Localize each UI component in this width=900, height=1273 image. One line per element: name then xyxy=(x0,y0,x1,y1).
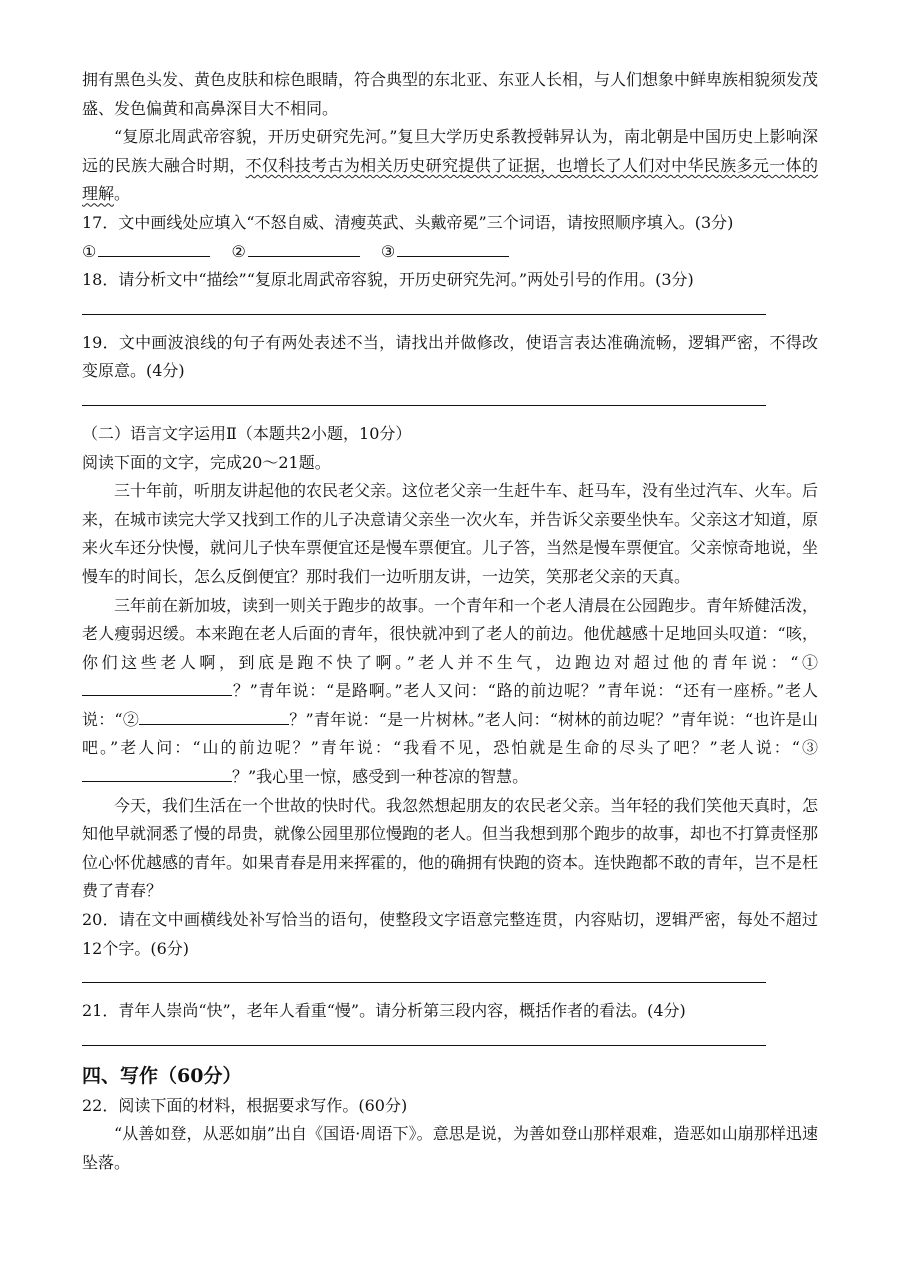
fill-blank-1[interactable] xyxy=(82,677,232,696)
passage2-paragraph-1: 三十年前，听朋友讲起他的农民老父亲。这位老父亲一生赶牛车、赶马车，没有坐过汽车、火车。后来，在城市读完大学又找到工作的儿子决意请父亲坐一次火车，并告诉父亲要坐快车。父亲这才知道，原来火车还分快慢，就问儿子快车票便宜还是慢车票便宜。儿子答，当然是慢车票便宜。父亲惊奇地说，坐慢车的时间长，怎么反倒便宜？那时我们一边听朋友讲，一边笑，笑那老父亲的天真。 xyxy=(82,481,819,586)
answer-blank-2[interactable] xyxy=(248,238,360,257)
answer-blank-1[interactable] xyxy=(98,238,210,257)
exam-page xyxy=(82,66,818,1178)
passage2-paragraph-3: 今天，我们生活在一个世故的快时代。我忽然想起朋友的农民老父亲。当年轻的我们笑他天真时，怎知他早就洞悉了慢的昂贵，就像公园里那位慢跑的老人。但当我想到那个跑步的故事，却也不打算责怪那位心怀优越感的青年。如果青春是用来挥霍的，他的确拥有快跑的资本。连快跑都不敢的青年，岂不是枉费了青春？ xyxy=(82,795,819,901)
answer-line-21[interactable] xyxy=(82,1044,766,1046)
passage-text: “复原北周武帝容貌，开历史研究先河。”复旦大学历史系教授韩昇认为，南北朝是中国历史上影响深远的民族大融合时期， xyxy=(82,127,818,175)
question-21: 21．青年人崇尚“快”，老年人看重“慢”。请分析第三段内容，概括作者的看法。(4分) xyxy=(82,1001,686,1021)
answer-line-18[interactable] xyxy=(82,313,766,315)
circle-mark-1: ① xyxy=(82,241,97,261)
question-18: 18．请分析文中“描绘”“复原北周武帝容貌，开历史研究先河。”两处引号的作用。(3分) xyxy=(82,270,694,290)
section-heading-part2: （二）语言文字运用Ⅱ（本题共2小题，10分） xyxy=(82,423,412,443)
answer-line-20[interactable] xyxy=(82,981,766,983)
writing-material: “从善如登，从恶如崩”出自《国语·周语下》。意思是说，为善如登山那样艰难，造恶如山崩那样迅速坠落。 xyxy=(82,1124,818,1172)
passage-text: 。 xyxy=(114,184,131,204)
passage2-paragraph-2 xyxy=(82,592,818,792)
question-19: 19．文中画波浪线的句子有两处表述不当，请找出并做修改，使语言表达准确流畅，逻辑严密，不得改变原意。(4分) xyxy=(82,332,818,381)
question-20: 20．请在文中画横线处补写恰当的语句，使整段文字语意完整连贯，内容贴切，逻辑严密，每处不超过12个字。(6分) xyxy=(82,910,818,958)
circle-mark-2: ② xyxy=(231,241,246,261)
question-17-answer-row xyxy=(82,238,818,267)
passage-text: 三年前在新加坡，读到一则关于跑步的故事。一个青年和一个老人清晨在公园跑步。青年矫健活泼，老人瘦弱迟缓。本来跑在老人后面的青年，很快就冲到了老人的前边。他优越感十足地回头叹道：“咳，你们这些老人啊，到底是跑不快了啊。”老人并不生气，边跑边对超过他的青年说：“① xyxy=(82,595,819,672)
circle-mark-3: ③ xyxy=(380,241,396,261)
passage-text: ？”青年说：“是路啊。”老人又问：“路的前边呢？”青年说：“还有一座桥。”老人说：“② xyxy=(82,681,818,729)
answer-line-19[interactable] xyxy=(82,404,766,406)
passage-text: ？”我心里一惊，感受到一种苍凉的智慧。 xyxy=(232,767,529,787)
answer-blank-3[interactable] xyxy=(397,238,509,257)
question-17: 17．文中画线处应填入“不怒自威、清瘦英武、头戴帝冕”三个词语，请按照顺序填入。(3分) xyxy=(82,212,734,232)
section-heading-writing: 四、写作（60分） xyxy=(82,1064,242,1087)
fill-blank-2[interactable] xyxy=(139,706,289,725)
fill-blank-3[interactable] xyxy=(82,763,232,782)
section-instruction: 阅读下面的文字，完成20～21题。 xyxy=(82,452,331,472)
passage-paragraph: 拥有黑色头发、黄色皮肤和棕色眼睛，符合典型的东北亚、东亚人长相，与人们想象中鲜卑族相貌须发茂盛、发色偏黄和高鼻深目大不相同。 xyxy=(82,70,819,118)
passage-paragraph-quote xyxy=(82,123,818,209)
wavy-underlined-sentence: 不仅科技考古为相关历史研究提供了证据，也增长了人们对中华民族多元一体的理解 xyxy=(82,155,818,204)
passage-text: ？”青年说：“是一片树林。”老人问：“树林的前边呢？”青年说：“也许是山吧。”老人问：“山的前边呢？”青年说：“我看不见，恐怕就是生命的尽头了吧？”老人说：“③ xyxy=(82,709,818,758)
question-22: 22．阅读下面的材料，根据要求写作。(60分) xyxy=(82,1095,408,1115)
